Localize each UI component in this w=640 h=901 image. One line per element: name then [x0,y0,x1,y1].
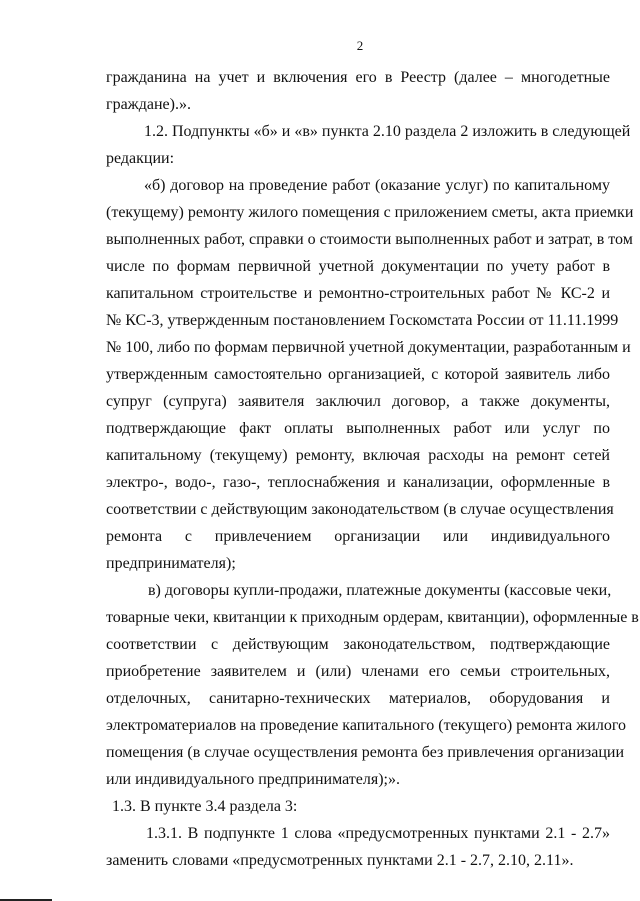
text-line: числе по формам первичной учетной документации по учету работ в [106,258,610,275]
text-line: подтверждающие факт оплаты выполненных работ или услуг по [106,420,610,437]
text-line: отделочных, санитарно-технических материалов, оборудования и [106,690,610,707]
text-line: 1.2. Подпункты «б» и «в» пункта 2.10 раздела 2 изложить в следующей [144,123,631,140]
text-line: выполненных работ, справки о стоимости выполненных работ и затрат, в том [106,231,633,248]
text-line: граждане).». [106,96,191,113]
page-number: 2 [356,38,364,53]
text-line: товарные чеки, квитанции к приходным ордерам, квитанции), оформленные в [106,609,639,626]
text-line: в) договоры купли-продажи, платежные документы (кассовые чеки, [148,582,612,599]
text-line: утвержденным самостоятельно организацией, с которой заявитель либо [106,366,610,383]
text-line: предпринимателя); [106,555,236,572]
text-line: капитальном строительстве и ремонтно-строительных работ № КС-2 и [106,285,610,302]
text-line: «б) договор на проведение работ (оказание услуг) по капитальному [144,177,610,194]
text-line: заменить словами «предусмотренных пунктами 2.1 - 2.7, 2.10, 2.11». [106,852,574,869]
text-line: помещения (в случае осуществления ремонта без привлечения организации [106,744,625,761]
text-line: приобретение заявителем и (или) членами его семьи строительных, [106,663,610,680]
text-line: 1.3. В пункте 3.4 раздела 3: [112,798,298,815]
text-line: гражданина на учет и включения его в Реестр (далее – многодетные [106,69,610,86]
text-line: супруг (супруга) заявителя заключил договор, а также документы, [106,393,610,410]
text-line: № 100, либо по формам первичной учетной документации, разработанным и [106,339,631,356]
text-line: электроматериалов на проведение капитального (текущего) ремонта жилого [106,717,627,734]
text-line: № КС-3, утвержденным постановлением Госкомстата России от 11.11.1999 [106,312,619,329]
text-line: или индивидуального предпринимателя);». [106,771,400,788]
text-line: электро-, водо-, газо-, теплоснабжения и канализации, оформленные в [106,474,610,491]
text-line: 1.3.1. В подпункте 1 слова «предусмотренных пунктами 2.1 - 2.7» [146,825,610,842]
text-line: ремонта с привлечением организации или индивидуального [106,528,610,545]
text-line: соответствии с действующим законодательством, подтверждающие [106,636,610,653]
text-line: редакции: [106,150,175,167]
text-line: (текущему) ремонту жилого помещения с приложением сметы, акта приемки [106,204,634,221]
text-line: соответствии с действующим законодательством (в случае осуществления [106,501,614,518]
text-line: капитальному (текущему) ремонту, включая расходы на ремонт сетей [106,447,610,464]
